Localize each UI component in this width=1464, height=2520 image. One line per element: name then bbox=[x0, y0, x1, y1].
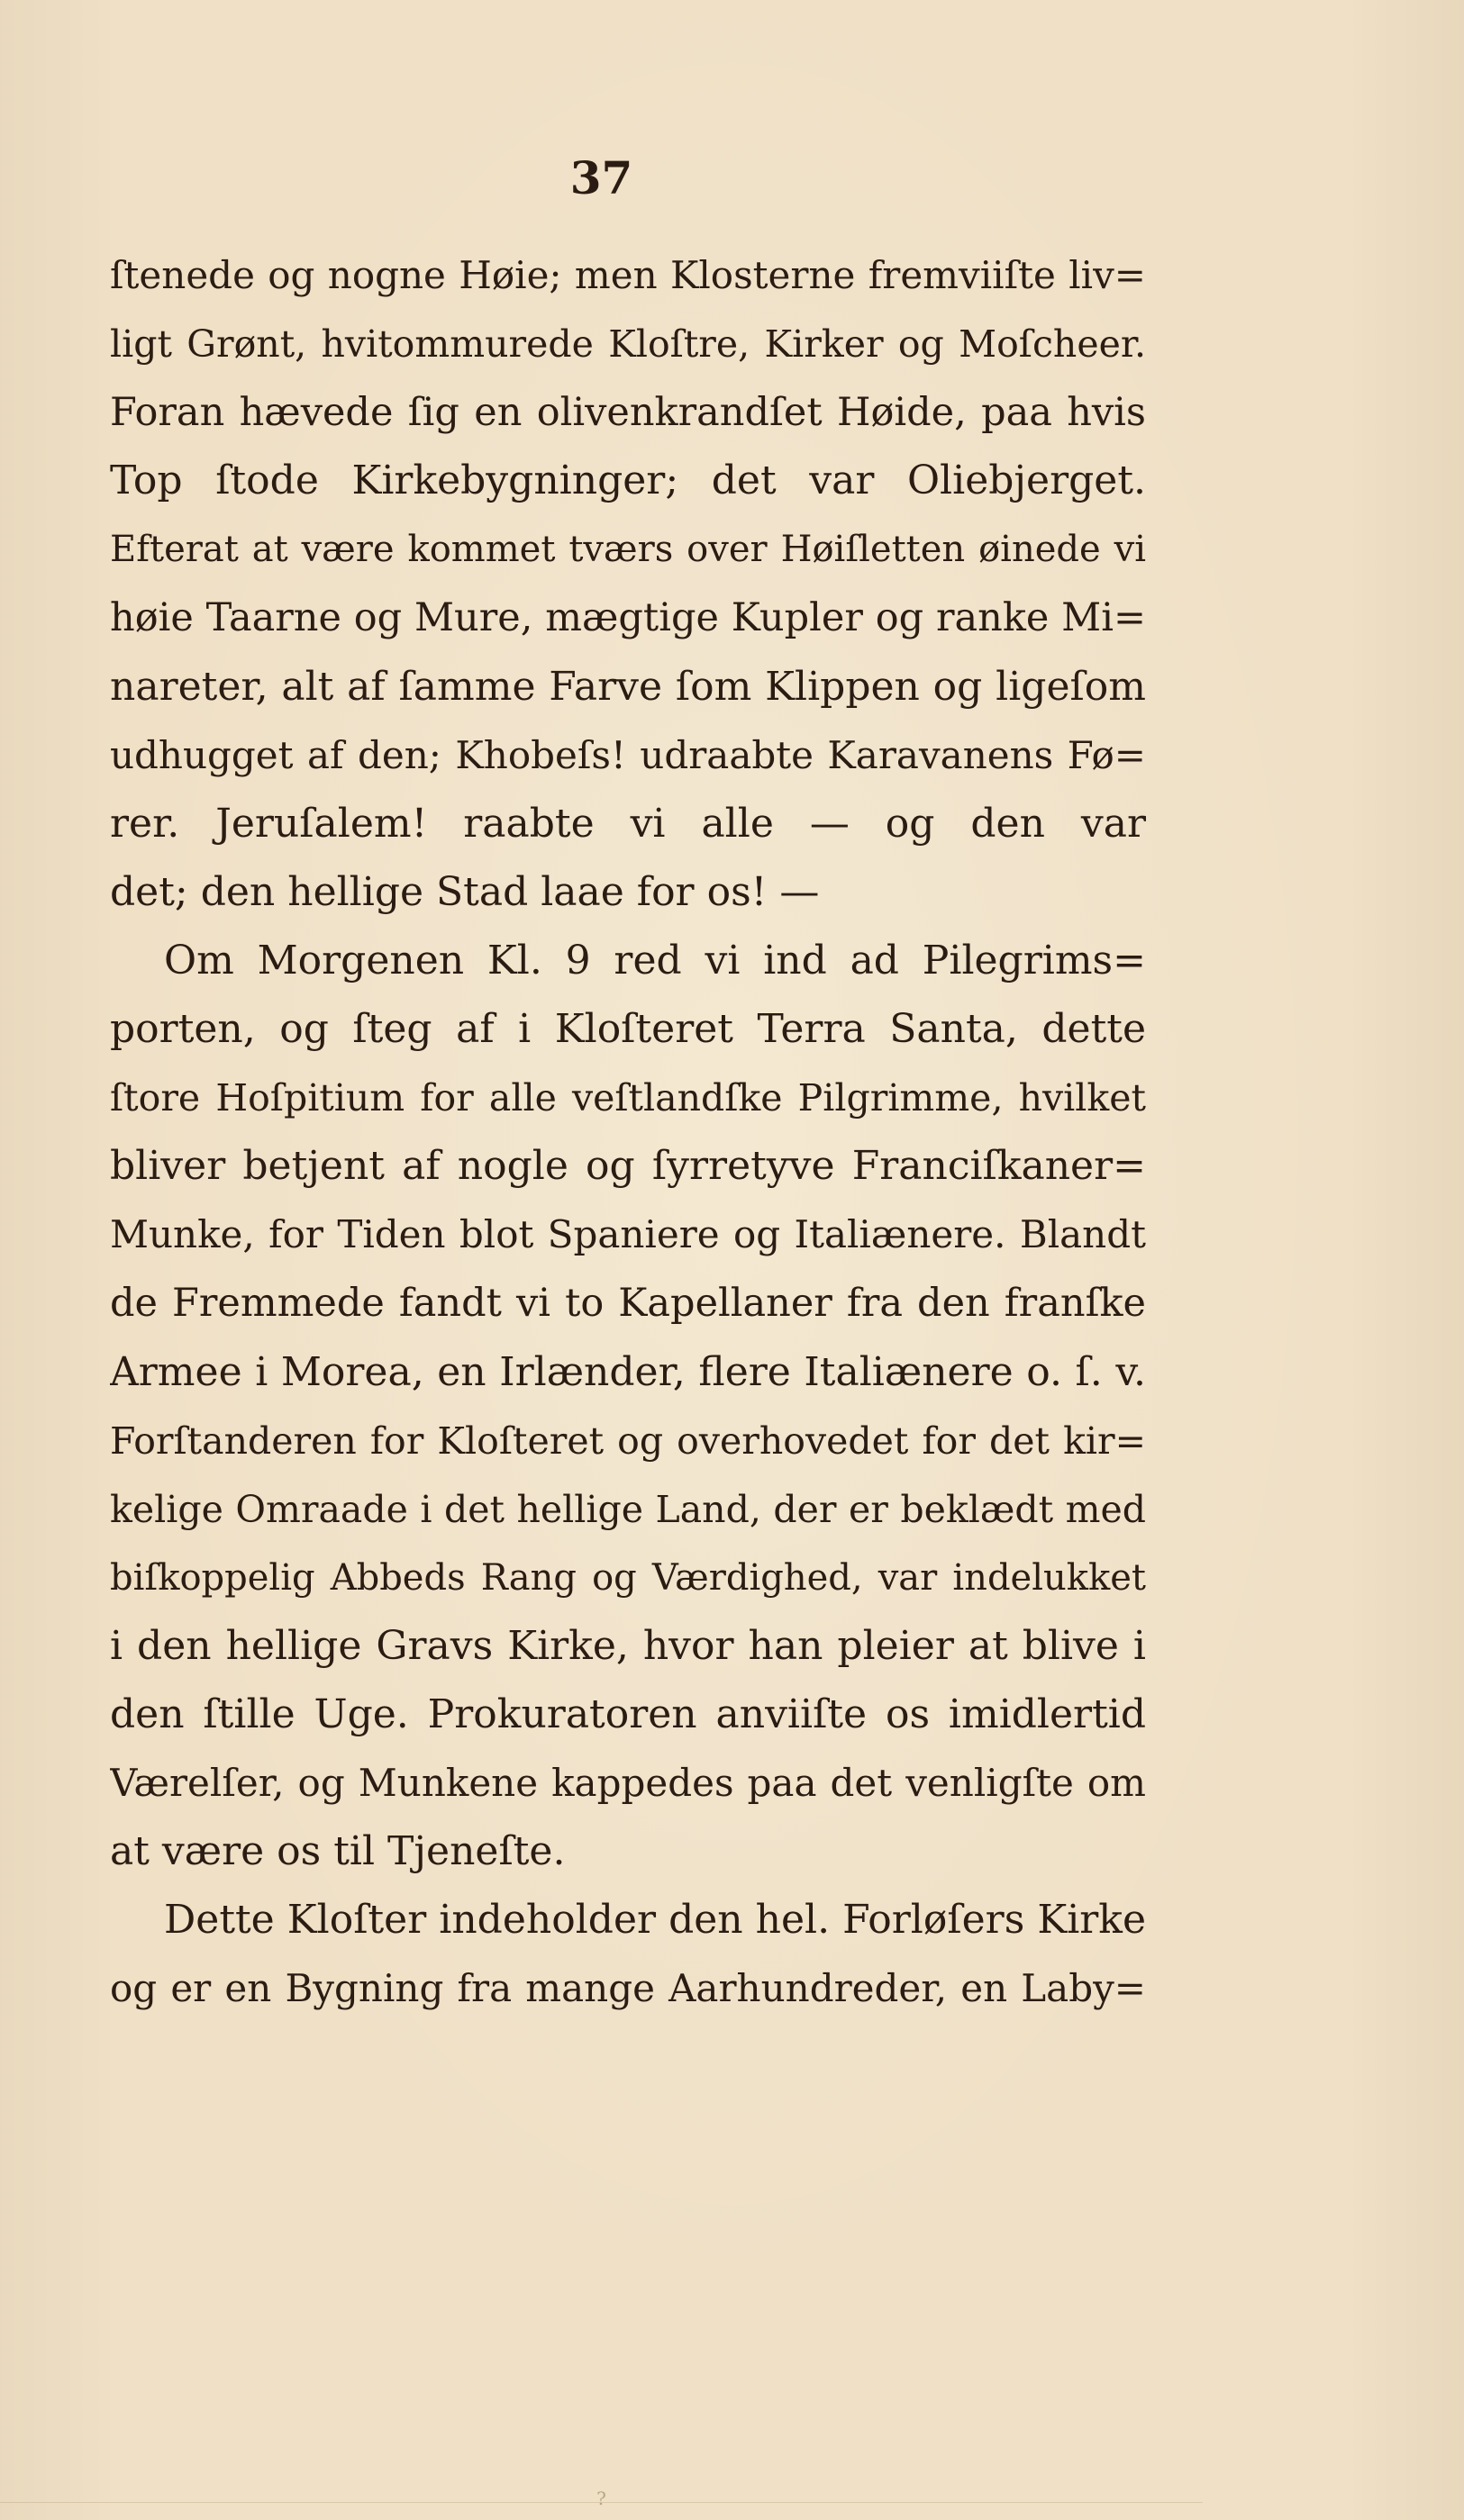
text-line: porten, og ſteg af i Kloſteret Terra Santa, dette bbox=[110, 1006, 1146, 1053]
text-line: den ſtille Uge. Prokuratoren anviiſte os imidlertid bbox=[110, 1691, 1146, 1737]
text-line: det; den hellige Stad laae for os! — bbox=[110, 868, 820, 915]
text-line: nareter, alt af ſamme Farve ſom Klippen og ligeſom bbox=[110, 663, 1146, 710]
text-line: kelige Omraade i det hellige Land, der er beklædt med bbox=[110, 1487, 1146, 1531]
text-line: Om Morgenen Kl. 9 red vi ind ad Pilegrims= bbox=[164, 937, 1146, 984]
text-line: at være os til Tjeneſte. bbox=[110, 1828, 566, 1875]
text-line: rer. Jeruſalem! raabte vi alle — og den var bbox=[110, 800, 1146, 847]
text-body bbox=[110, 241, 1146, 2023]
text-line: Foran hævede ſig en olivenkrandſet Høide, paa hvis bbox=[110, 390, 1146, 436]
text-line: ligt Grønt, hvitommurede Kloſtre, Kirker og Moſcheer. bbox=[110, 322, 1146, 367]
text-line: ſtenede og nogne Høie; men Klosterne fremviiſte liv= bbox=[110, 253, 1146, 297]
text-line: i den hellige Gravs Kirke, hvor han pleier at blive i bbox=[110, 1622, 1146, 1669]
text-line: Munke, for Tiden blot Spaniere og Italiænere. Blandt bbox=[110, 1212, 1146, 1257]
text-line: Forſtanderen for Kloſteret og overhovedet for det kir= bbox=[110, 1419, 1146, 1463]
footer-mark: ? bbox=[596, 2488, 606, 2509]
text-line: Værelſer, og Munkene kappedes paa det venligſte om bbox=[110, 1761, 1146, 1806]
text-line: Efterat at være kommet tværs over Høiſletten øinede vi bbox=[110, 529, 1146, 571]
text-line: Dette Kloſter indeholder den hel. Forløſers Kirke bbox=[164, 1897, 1146, 1944]
text-line: Armee i Morea, en Irlænder, flere Italiænere o. ſ. v. bbox=[110, 1348, 1146, 1395]
text-line: høie Taarne og Mure, mægtige Kupler og ranke Mi= bbox=[110, 595, 1146, 641]
text-line: bliver betjent af nogle og ſyrretyve Franciſkaner= bbox=[110, 1143, 1146, 1190]
text-line: ſtore Hoſpitium for alle veſtlandſke Pilgrimme, hvilket bbox=[110, 1076, 1146, 1120]
text-line: og er en Bygning fra mange Aarhundreder, en Laby= bbox=[110, 1966, 1146, 2011]
text-line: biſkoppelig Abbeds Rang og Værdighed, var indelukket bbox=[110, 1556, 1146, 1599]
text-line: udhugget af den; Khobeſs! udraabte Karavanens Fø= bbox=[110, 732, 1146, 777]
page-number: 37 bbox=[569, 151, 633, 204]
text-line: Top ſtode Kirkebygninger; det var Oliebjerget. bbox=[110, 458, 1146, 504]
text-line: de Fremmede fandt vi to Kapellaner fra den franſke bbox=[110, 1281, 1146, 1327]
